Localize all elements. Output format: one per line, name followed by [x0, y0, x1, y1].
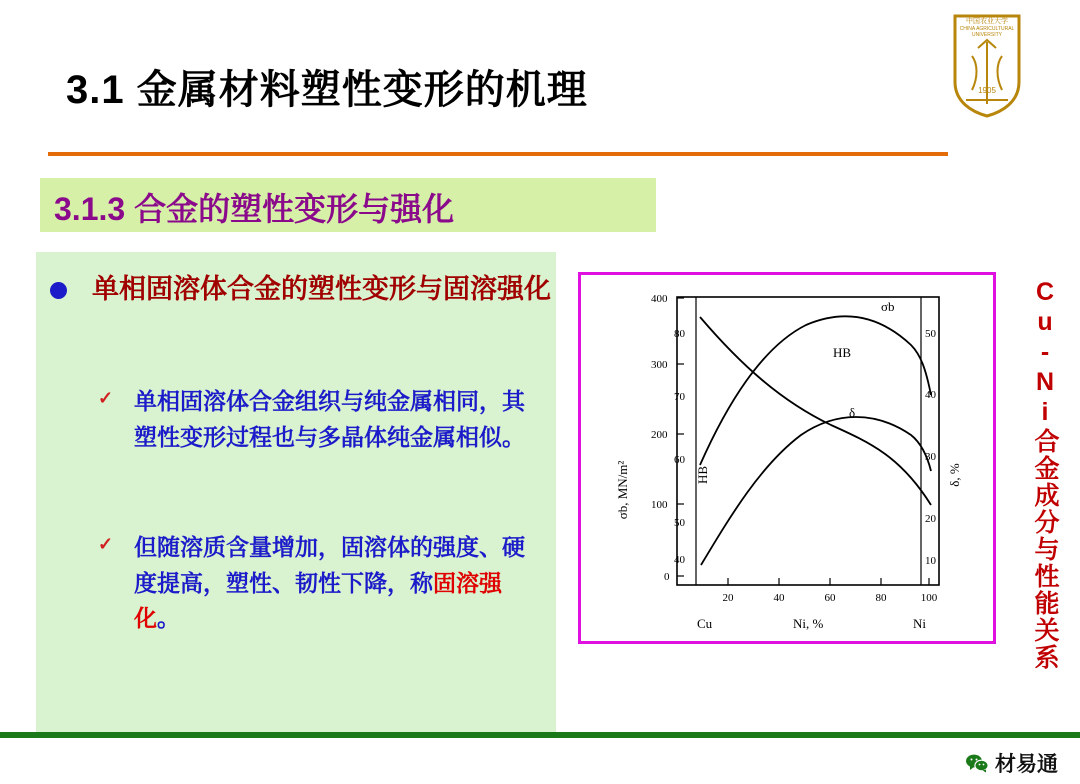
section-title: 3.1.3 合金的塑性变形与强化: [54, 191, 455, 227]
list-item-text-after: 。: [157, 605, 180, 632]
page-title: 3.1 金属材料塑性变形的机理: [66, 68, 588, 112]
highlighted-term: 固溶强化: [134, 569, 502, 632]
tick-hb-60: 60: [674, 454, 685, 466]
footer-brand: [965, 748, 1058, 778]
axis-end-cu: Cu: [697, 616, 713, 631]
tick-hb-50: 50: [674, 517, 685, 529]
list-item-text: 单相固溶体合金组织与纯金属相同，其塑性变形过程也与多晶体纯金属相似。: [134, 388, 525, 450]
tick-delta-40: 40: [925, 389, 936, 401]
figure-caption: Cu-Ni合金成分与性能关系: [1031, 278, 1059, 671]
curve-label-hb: HB: [833, 345, 852, 360]
list-item-text-before: 但随溶质含量增加，固溶体的强度、硬度提高，塑性、韧性下降，称: [134, 534, 525, 596]
content-panel: [36, 252, 556, 742]
tick-delta-10: 10: [925, 555, 936, 567]
tick-sigma-100: 100: [651, 499, 668, 511]
check-icon: ✓: [98, 534, 114, 554]
curve-label-delta: δ: [849, 405, 856, 420]
axis-label-sigma: σb, MN/m²: [615, 460, 630, 520]
axis-label-delta: δ, %: [947, 463, 962, 487]
tick-sigma-0: 0: [664, 571, 670, 583]
axis-label-hb: HB: [695, 465, 710, 485]
chart-svg: [581, 275, 993, 641]
axis-label-x: Ni, %: [793, 616, 824, 631]
footer: [0, 732, 1080, 784]
university-logo: [950, 12, 1024, 120]
list-item-text: [134, 530, 534, 637]
tick-sigma-300: 300: [651, 359, 668, 371]
tick-delta-20: 20: [925, 513, 936, 525]
bullet-text: 单相固溶体合金的塑性变形与固溶强化: [92, 274, 551, 304]
logo-year: 1905: [978, 86, 996, 95]
curve-sigma-b: [700, 316, 931, 465]
wechat-icon: [965, 753, 989, 773]
axis-end-ni: Ni: [913, 616, 926, 631]
tick-delta-50: 50: [925, 328, 936, 340]
tick-hb-40: 40: [674, 554, 685, 566]
tick-hb-80: 80: [674, 328, 685, 340]
tick-sigma-400: 400: [651, 293, 668, 305]
footer-brand-text: 材易通: [995, 753, 1058, 776]
curve-label-sigma-b: σb: [881, 299, 895, 314]
curve-hb: [701, 417, 931, 565]
section-header: [40, 178, 656, 232]
tick-delta-30: 30: [925, 451, 936, 463]
tick-x-40: 40: [773, 592, 785, 604]
title-divider: [48, 152, 948, 156]
curve-delta: [700, 317, 931, 505]
tick-hb-70: 70: [674, 391, 685, 403]
tick-x-100: 100: [920, 592, 938, 604]
check-icon: ✓: [98, 388, 114, 408]
tick-sigma-200: 200: [651, 429, 668, 441]
bullet-dot-icon: [50, 282, 67, 299]
tick-x-20: 20: [722, 592, 734, 604]
tick-x-80: 80: [875, 592, 887, 604]
tick-x-60: 60: [824, 592, 836, 604]
logo-name-text: 中国农业大学 CHINA AGRICULTURAL UNIVERSITY: [959, 18, 1015, 39]
figure-cu-ni-chart: [578, 272, 996, 644]
